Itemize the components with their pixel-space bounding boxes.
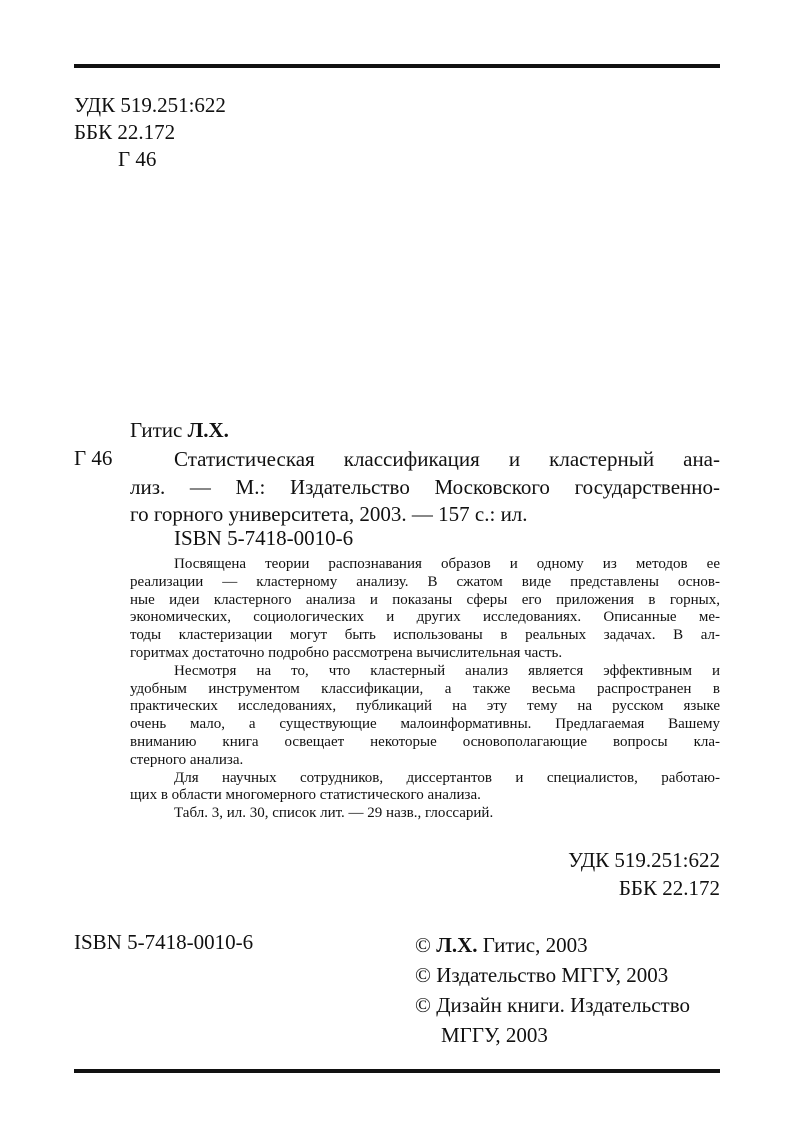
abstract-line: экономических, социологических и других исследованиях. Описанные ме- bbox=[130, 609, 720, 626]
description-line: Статистическая классификация и кластерный ана- bbox=[174, 447, 720, 471]
author-name bbox=[130, 418, 229, 443]
classification-block bbox=[74, 92, 226, 173]
author-mark: Г 46 bbox=[118, 147, 157, 171]
abstract-line: Посвящена теории распознавания образов и одному из методов ее bbox=[174, 556, 720, 572]
bbk-code: ББК 22.172 bbox=[74, 120, 176, 144]
catalog-code: Г 46 bbox=[74, 446, 113, 470]
abstract-line: горитмах достаточно подробно рассмотрена вычислительная часть. bbox=[130, 644, 563, 661]
classification-block-right bbox=[568, 846, 720, 902]
abstract-line: ные идеи кластерного анализа и показаны сферы его приложения в горных, bbox=[130, 591, 720, 608]
top-rule bbox=[74, 64, 720, 68]
description-line: го горного университета, 2003. — 157 с.: ил. bbox=[130, 502, 528, 526]
abstract-line: вниманию книга освещает некоторые основополагающие вопросы кла- bbox=[130, 733, 720, 750]
copyright-author-initials: Л.Х. bbox=[436, 933, 478, 957]
abstract-line: очень мало, а существующие малоинформативны. Предлагаемая Вашему bbox=[130, 716, 720, 733]
abstract-line: тоды кластеризации могут быть использованы в реальных задачах. В ал- bbox=[130, 627, 720, 644]
abstract-line: удобным инструментом классификации, а также весьма распространен в bbox=[130, 680, 720, 697]
abstract-line: Табл. 3, ил. 30, список лит. — 29 назв., глоссарий. bbox=[174, 805, 494, 822]
udk-code: УДК 519.251:622 bbox=[568, 848, 720, 872]
abstract bbox=[130, 556, 720, 823]
isbn: ISBN 5-7418-0010-6 bbox=[174, 526, 354, 550]
author-surname: Гитис bbox=[130, 418, 183, 442]
isbn-footer: ISBN 5-7418-0010-6 bbox=[74, 930, 254, 954]
abstract-line: щих в области многомерного статистического анализа. bbox=[130, 787, 481, 804]
copyright-design: © Дизайн книги. Издательство bbox=[415, 993, 691, 1017]
bottom-rule bbox=[74, 1069, 720, 1073]
copyright-block bbox=[415, 930, 690, 1050]
copyright-design-continued: МГГУ, 2003 bbox=[441, 1023, 548, 1047]
abstract-line: практических исследованиях, публикаций на эту тему на русском языке bbox=[130, 698, 720, 715]
copyright-sign: © bbox=[415, 933, 437, 957]
bbk-code: ББК 22.172 bbox=[618, 876, 720, 900]
copyright-publisher: © Издательство МГГУ, 2003 bbox=[415, 963, 669, 987]
author-initials: Л.Х. bbox=[187, 418, 229, 442]
copyright-author-rest: Гитис, 2003 bbox=[477, 933, 588, 957]
abstract-line: реализации — кластерному анализу. В сжатом виде представлены основ- bbox=[130, 573, 720, 590]
udk-code: УДК 519.251:622 bbox=[74, 93, 226, 117]
abstract-line: стерного анализа. bbox=[130, 751, 244, 768]
copyright-author bbox=[415, 930, 690, 960]
abstract-line: Для научных сотрудников, диссертантов и специалистов, работаю- bbox=[174, 769, 720, 786]
abstract-line: Несмотря на то, что кластерный анализ является эффективным и bbox=[174, 662, 720, 679]
description-line: лиз. — М.: Издательство Московского государственно- bbox=[130, 474, 720, 499]
bibliographic-description bbox=[130, 446, 720, 529]
